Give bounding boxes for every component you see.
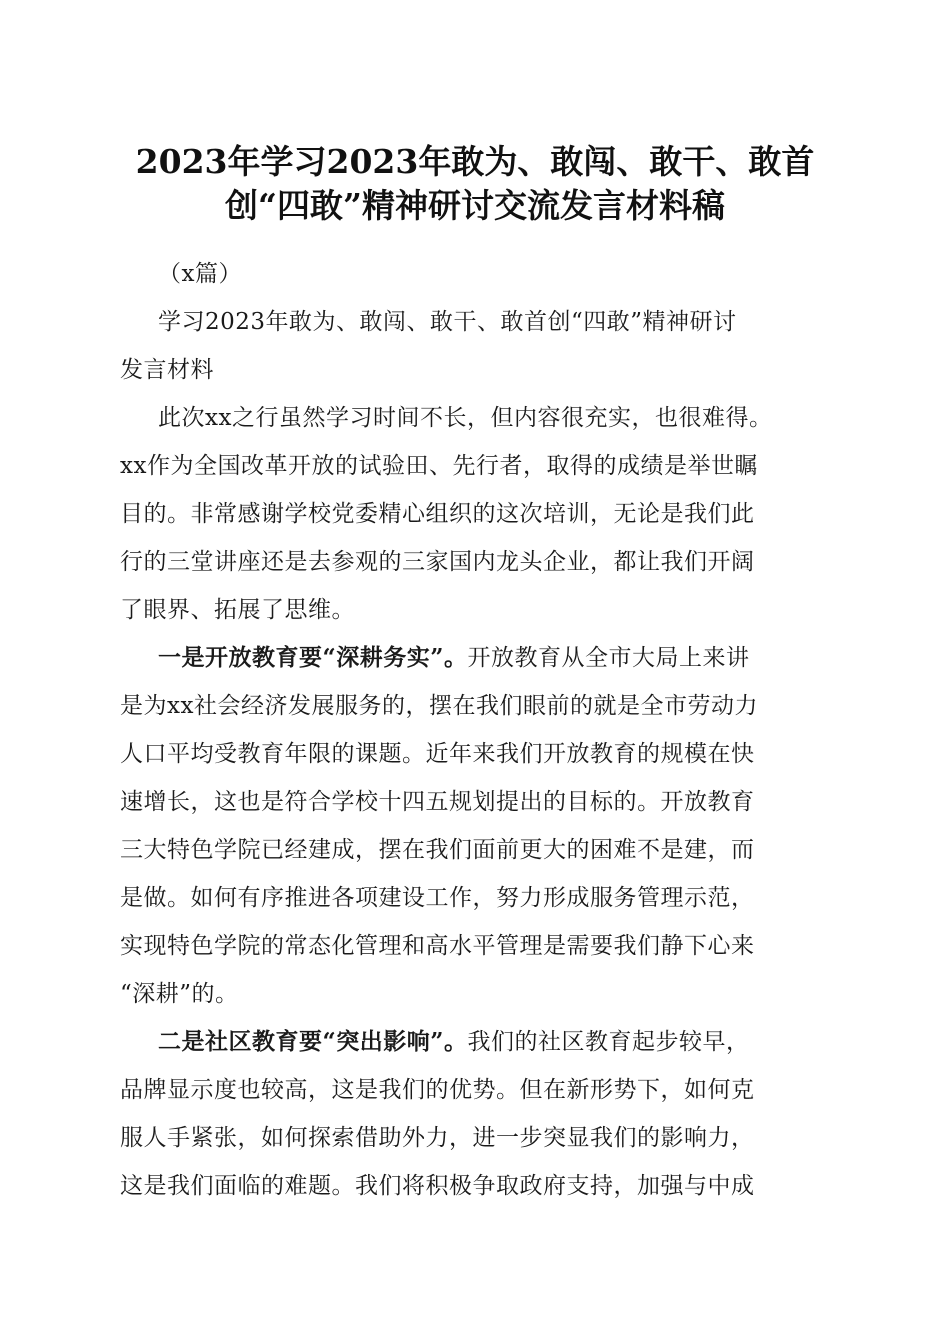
subtitle-line-2: 发言材料 [120,357,214,383]
intro-line-2: xx作为全国改革开放的试验田、先行者，取得的成绩是举世瞩 [120,453,758,479]
document-body [120,250,835,1210]
point1-line-6: 是做。如何有序推进各项建设工作，努力形成服务管理示范， [120,885,755,911]
point2-line-2: 品牌显示度也较高，这是我们的优势。但在新形势下，如何克 [120,1077,755,1103]
point2-line-4: 这是我们面临的难题。我们将积极争取政府支持，加强与中成 [120,1173,755,1199]
point1-line-7: 实现特色学院的常态化管理和高水平管理是需要我们静下心来 [120,933,755,959]
document-title [95,140,855,228]
point1-line-8: “深耕”的。 [120,981,239,1007]
point2-heading: 二是社区教育要“突出影响”。 [158,1028,468,1055]
point1-line-1-rest: 开放教育从全市大局上来讲 [467,645,750,671]
point1-line-1 [120,634,835,682]
intro-line-1: 此次xx之行虽然学习时间不长，但内容很充实，也很难得。 [158,405,773,431]
point1-line-2: 是为xx社会经济发展服务的，摆在我们眼前的就是全市劳动力 [120,693,758,719]
title-line-2: 创“四敢”精神研讨交流发言材料稿 [225,186,725,225]
point2-line-3: 服人手紧张，如何探索借助外力，进一步突显我们的影响力， [120,1125,755,1151]
point1-line-5: 三大特色学院已经建成，摆在我们面前更大的困难不是建，而 [120,837,755,863]
point1-line-4: 速增长，这也是符合学校十四五规划提出的目标的。开放教育 [120,789,755,815]
point1-line-3: 人口平均受教育年限的课题。近年来我们开放教育的规模在快 [120,741,755,767]
intro-line-5: 了眼界、拓展了思维。 [120,597,355,623]
intro-line-3: 目的。非常感谢学校党委精心组织的这次培训，无论是我们此 [120,501,755,527]
point2-line-1 [120,1018,835,1066]
point2-line-1-rest: 我们的社区教育起步较早， [467,1029,750,1055]
article-count-note: （x篇） [158,261,242,287]
subtitle-line-1: 学习2023年敢为、敢闯、敢干、敢首创“四敢”精神研讨 [158,309,737,335]
title-line-1: 2023年学习2023年敢为、敢闯、敢干、敢首 [135,142,815,181]
point1-heading: 一是开放教育要“深耕务实”。 [158,644,468,671]
intro-line-4: 行的三堂讲座还是去参观的三家国内龙头企业，都让我们开阔 [120,549,755,575]
